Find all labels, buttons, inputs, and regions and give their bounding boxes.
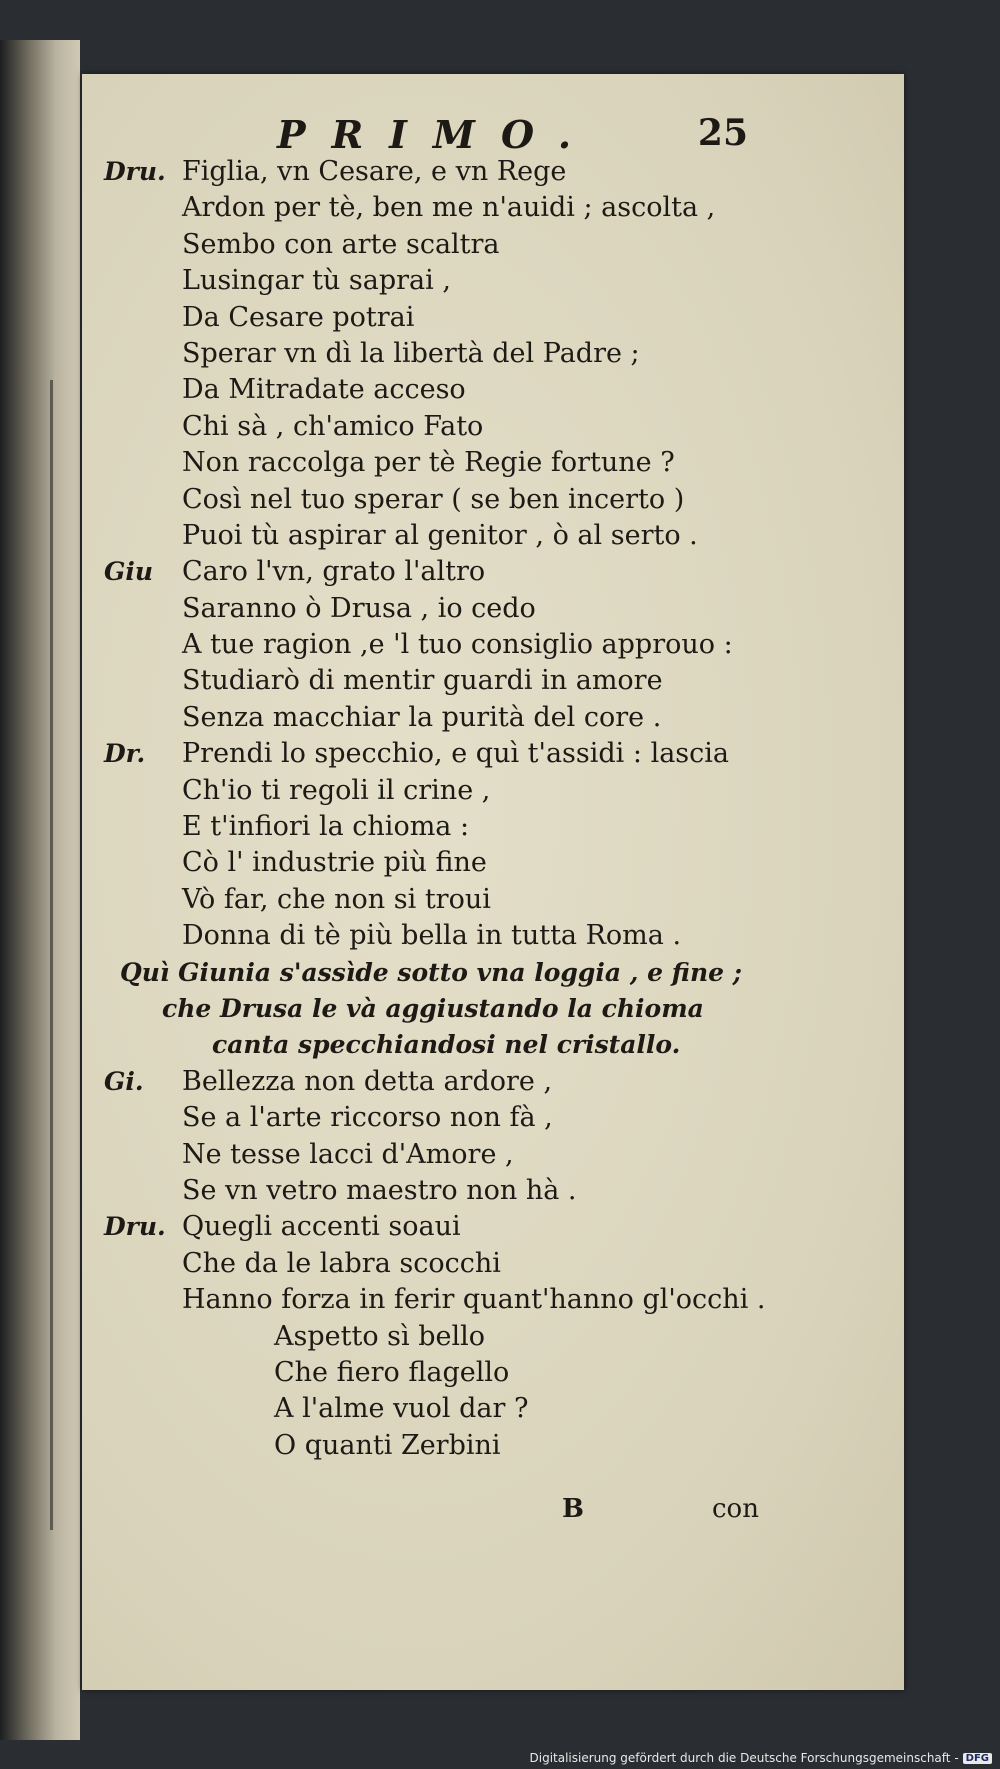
- line-text: Chi sà , ch'amico Fato: [182, 410, 484, 442]
- line-text: Così nel tuo sperar ( se ben incerto ): [182, 483, 685, 515]
- text-line: [104, 918, 884, 954]
- dfg-logo-icon: DFG: [963, 1753, 992, 1764]
- text-line: [104, 773, 884, 809]
- line-text: Cò l' industrie più fine: [182, 847, 487, 879]
- line-text: A tue ragion ,e 'l tuo consiglio approuo :: [182, 629, 733, 661]
- line-text: Senza macchiar la purità del core .: [182, 701, 662, 733]
- line-text: Bellezza non detta ardore ,: [182, 1065, 553, 1097]
- song-line: Aspetto sì bello: [274, 1320, 486, 1352]
- text-line: [104, 154, 884, 190]
- line-text: Figlia, vn Cesare, e vn Rege: [182, 156, 567, 187]
- running-head: PRIMO.: [277, 112, 598, 157]
- text-line: [104, 1100, 884, 1136]
- text-line: [104, 845, 884, 881]
- speaker-label: Dru.: [104, 157, 166, 186]
- text-line: [104, 663, 884, 699]
- text-line: [104, 627, 884, 663]
- text-line: [104, 1209, 884, 1245]
- line-text: E t'infiori la chioma :: [182, 811, 470, 843]
- speaker-label: Dr.: [104, 739, 146, 769]
- text-line: [104, 591, 884, 627]
- text-line: [104, 227, 884, 263]
- speaker-label: Giu: [104, 557, 154, 587]
- line-text: Da Cesare potrai: [182, 301, 415, 333]
- speaker-label: Dru.: [104, 1212, 166, 1242]
- line-text: Sperar vn dì la libertà del Padre ;: [182, 337, 640, 369]
- line-text: Hanno forza in ferir quant'hanno gl'occhi .: [182, 1284, 766, 1316]
- stage-direction: che Drusa le và aggiustando la chioma: [162, 993, 704, 1023]
- text-line: [104, 336, 884, 372]
- text-line: [104, 1282, 884, 1318]
- line-text: Quegli accenti soaui: [182, 1211, 461, 1243]
- text-block: [104, 154, 884, 1464]
- gutter-line: [50, 380, 53, 1530]
- stage-direction: Quì Giunia s'assìde sotto vna loggia , e fine ;: [120, 957, 742, 987]
- line-text: Se vn vetro maestro non hà .: [182, 1174, 577, 1206]
- text-line: [104, 809, 884, 845]
- line-text: Saranno ò Drusa , io cedo: [182, 592, 536, 624]
- text-line: [104, 263, 884, 299]
- signature-mark: B: [562, 1494, 584, 1524]
- text-line: [104, 1137, 884, 1173]
- line-text: Sembo con arte scaltra: [182, 228, 500, 260]
- line-text: Lusingar tù saprai ,: [182, 265, 451, 297]
- line-text: Che da le labra scocchi: [182, 1247, 501, 1279]
- text-line: [104, 518, 884, 554]
- text-line: [104, 190, 884, 226]
- line-text: Ne tesse lacci d'Amore ,: [182, 1138, 514, 1170]
- page-footer: [82, 1494, 904, 1534]
- text-line: [104, 409, 884, 445]
- line-text: Prendi lo specchio, e quì t'assidi : lascia: [182, 738, 730, 770]
- text-line: [104, 482, 884, 518]
- book-edge: [0, 40, 80, 1740]
- credit-text: Digitalisierung gefördert durch die Deutsche Forschungsgemeinschaft -: [529, 1751, 959, 1765]
- text-line: [104, 1246, 884, 1282]
- text-line: [104, 300, 884, 336]
- line-text: Studiarò di mentir guardi in amore: [182, 665, 663, 697]
- line-text: Non raccolga per tè Regie fortune ?: [182, 447, 675, 479]
- song-line: O quanti Zerbini: [274, 1429, 501, 1461]
- speaker-label: Gi.: [104, 1066, 144, 1096]
- line-text: Vò far, che non si troui: [182, 883, 491, 915]
- digitization-credit: [530, 1751, 993, 1765]
- line-text: Puoi tù aspirar al genitor , ò al serto .: [182, 519, 698, 551]
- page-number: 25: [697, 112, 748, 154]
- line-text: Se a l'arte riccorso non fà ,: [182, 1102, 553, 1134]
- book-page: [82, 74, 904, 1690]
- line-text: Caro l'vn, grato l'altro: [182, 556, 486, 588]
- text-line: [104, 372, 884, 408]
- catchword: con: [712, 1494, 759, 1524]
- line-text: Ardon per tè, ben me n'auidi ; ascolta ,: [182, 192, 716, 224]
- text-line: [104, 554, 884, 590]
- text-line: [104, 1064, 884, 1100]
- line-text: Donna di tè più bella in tutta Roma .: [182, 920, 682, 952]
- stage-direction: canta specchiandosi nel cristallo.: [212, 1030, 681, 1060]
- text-line: [104, 445, 884, 481]
- line-text: Da Mitradate acceso: [182, 374, 466, 406]
- text-line: [104, 882, 884, 918]
- text-line: [104, 700, 884, 736]
- song-line: A l'alme vuol dar ?: [274, 1393, 529, 1425]
- line-text: Ch'io ti regoli il crine ,: [182, 774, 491, 806]
- text-line: [104, 1173, 884, 1209]
- text-line: [104, 736, 884, 772]
- song-line: Che fiero flagello: [274, 1356, 510, 1388]
